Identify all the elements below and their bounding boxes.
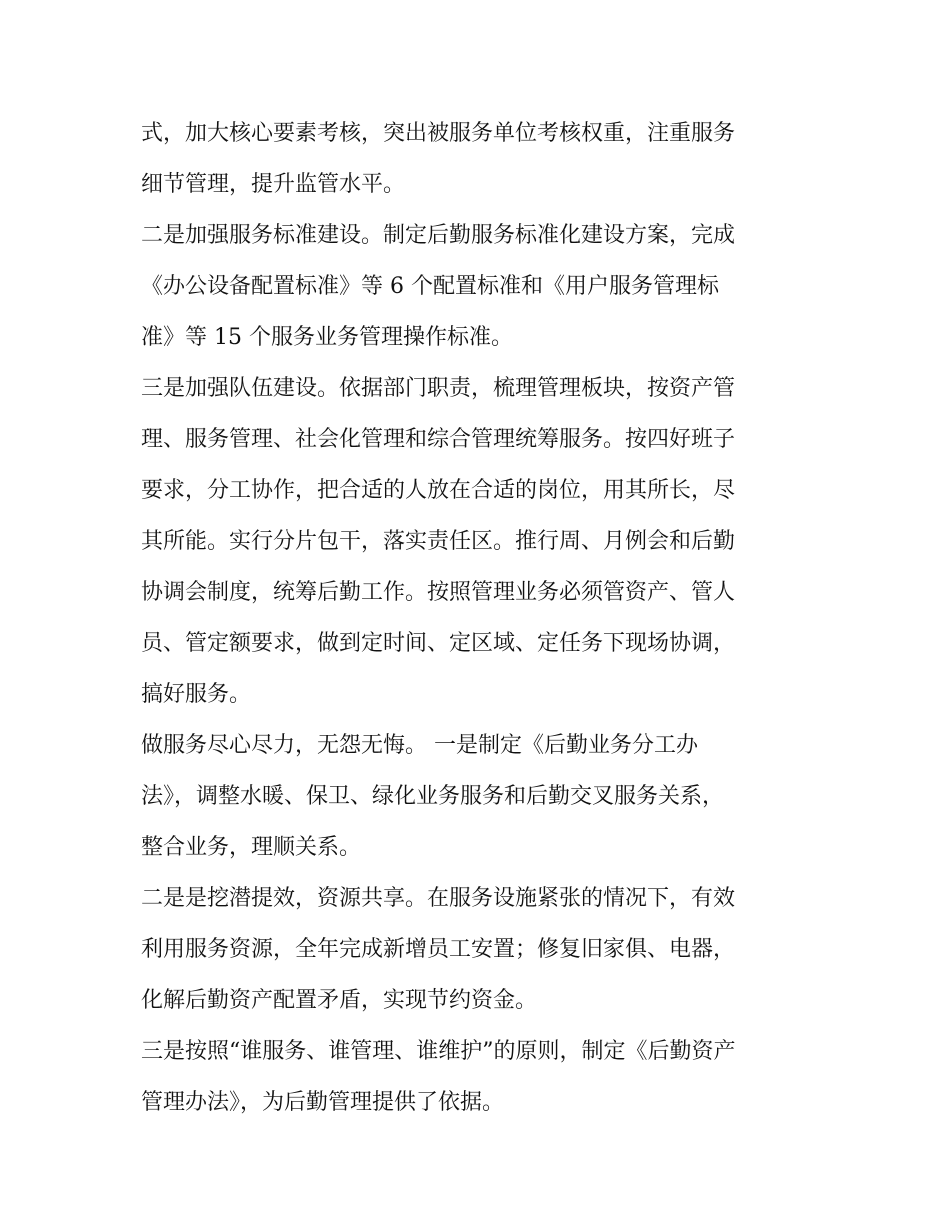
text-line: 二是加强服务标准建设。制定后勤服务标准化建设方案，完成 <box>141 223 736 248</box>
text-line: 其所能。实行分片包干，落实责任区。推行周、月例会和后勤 <box>141 529 736 554</box>
text-line: 利用服务资源，全年完成新增员工安置；修复旧家俱、电器， <box>141 937 736 962</box>
text-line: 员、管定额要求，做到定时间、定区域、定任务下现场协调， <box>141 631 736 656</box>
text-line: 二是是挖潜提效，资源共享。在服务设施紧张的情况下，有效 <box>141 886 736 911</box>
text-line: 管理办法》，为后勤管理提供了依据。 <box>141 1090 505 1115</box>
text-line: 法》，调整水暖、保卫、绿化业务服务和后勤交叉服务关系， <box>141 784 725 809</box>
text-line: 理、服务管理、社会化管理和综合管理统筹服务。按四好班子 <box>141 427 736 452</box>
text-line: 准》等 15 个服务业务管理操作标准。 <box>141 325 513 350</box>
text-line: 要求，分工协作，把合适的人放在合适的岗位，用其所长，尽 <box>141 478 736 503</box>
text-line: 细节管理，提升监管水平。 <box>141 172 406 197</box>
text-line: 化解后勤资产配置矛盾，实现节约资金。 <box>141 988 538 1013</box>
text-line: 三是加强队伍建设。依据部门职责，梳理管理板块，按资产管 <box>141 376 736 401</box>
text-line: 做服务尽心尽力，无怨无悔。 一是制定《后勤业务分工办 <box>141 733 698 758</box>
text-line: 协调会制度，统筹后勤工作。按照管理业务必须管资产、管人 <box>141 580 736 605</box>
text-line: 《办公设备配置标准》等 6 个配置标准和《用户服务管理标 <box>141 274 719 299</box>
text-line: 整合业务，理顺关系。 <box>141 835 362 860</box>
body-text <box>141 108 821 1128</box>
text-line: 三是按照“谁服务、谁管理、谁维护”的原则，制定《后勤资产 <box>141 1039 736 1064</box>
text-line: 式，加大核心要素考核，突出被服务单位考核权重，注重服务 <box>141 121 736 146</box>
text-line: 搞好服务。 <box>141 682 252 707</box>
